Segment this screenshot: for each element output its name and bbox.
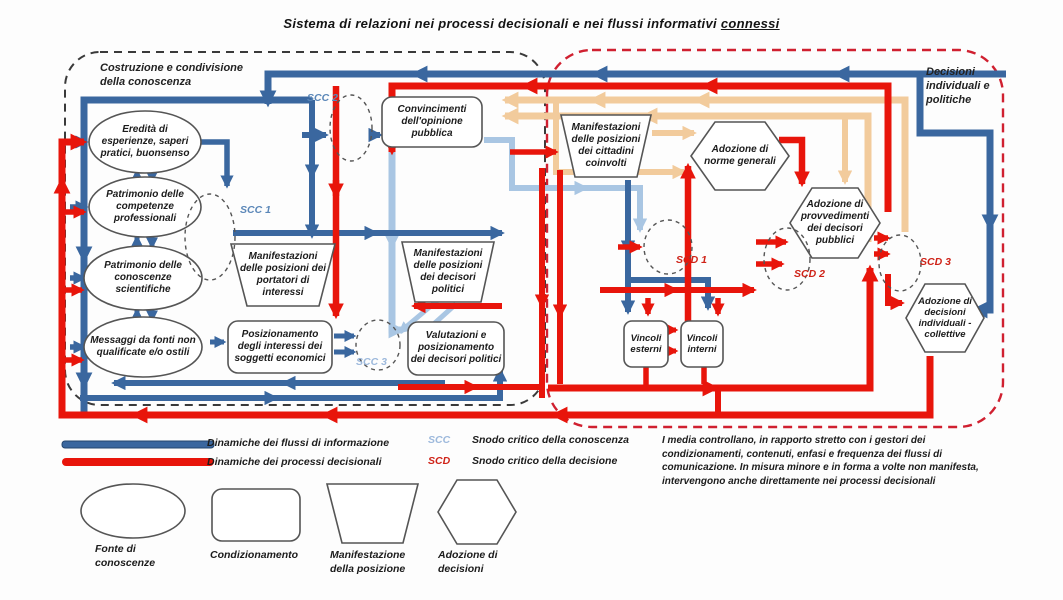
scd3-marker bbox=[879, 235, 921, 291]
legend-shape-adozione-label: Adozione di decisioni bbox=[438, 549, 498, 575]
title-underlined: connessi bbox=[720, 16, 780, 31]
region-label-left: Costruzione e condivisione della conoscenza bbox=[100, 62, 244, 88]
legend-shape-fonte bbox=[81, 484, 185, 538]
node-portatori: Manifestazioni delle posizioni dei portatori di interessi bbox=[239, 251, 327, 298]
legend-scc-label: Snodo critico della conoscenza bbox=[472, 434, 629, 446]
legend-flow-info-label: Dinamiche dei flussi di informazione bbox=[207, 437, 390, 449]
scc1-label: SCC 1 bbox=[240, 204, 271, 216]
legend-shape-condizionamento bbox=[212, 489, 300, 541]
scd2-label: SCD 2 bbox=[794, 268, 825, 280]
node-valutazioni: Valutazioni e posizionamento dei decisori politici bbox=[410, 330, 502, 365]
node-cittadini: Manifestazioni delle posizioni dei cittadini coinvolti bbox=[571, 122, 641, 169]
legend-decision-bar bbox=[62, 458, 214, 466]
media-note: I media controllano, in rapporto stretto con i gestori dei condizionamenti, contenuti, enfasi e frequenza dei flussi di comunicazione. In misura minore e in forma a volte non manifesta, intervengono anche direttamente nei processi decisionali bbox=[662, 435, 979, 487]
region-label-right: Decisioni individuali e politiche bbox=[926, 66, 990, 106]
legend-scc-key: SCC bbox=[428, 434, 451, 446]
node-vincoli-esterni: Vincoli esterni bbox=[630, 332, 662, 355]
scc3-label: SCC 3 bbox=[356, 356, 387, 368]
node-posizionamento: Posizionamento degli interessi dei soggetti economici bbox=[234, 329, 326, 364]
node-competenze: Patrimonio delle competenze professionali bbox=[106, 189, 184, 224]
node-provvedimenti: Adozione di provvedimenti dei decisori pubblici bbox=[800, 199, 870, 246]
legend-shape-fonte-label: Fonte di conoscenze bbox=[95, 543, 156, 569]
node-decisioni-individuali: Adozione di decisioni individuali - collettive bbox=[918, 295, 972, 341]
title-main: Sistema di relazioni nei processi decisionali e nei flussi informativi bbox=[283, 16, 717, 31]
node-convincimenti: Convincimenti dell'opinione pubblica bbox=[397, 104, 467, 139]
node-messaggi: Messaggi da fonti non qualificate e/o ostili bbox=[90, 335, 196, 358]
node-eredita: Eredità di esperienze, saperi pratici, buonsenso bbox=[100, 124, 190, 159]
legend-info-bar bbox=[62, 441, 214, 448]
scd1-label: SCD 1 bbox=[676, 254, 707, 266]
legend-scd-key: SCD bbox=[428, 455, 451, 467]
legend-scd-label: Snodo critico della decisione bbox=[472, 455, 618, 467]
legend-shape-manifestazione bbox=[327, 484, 418, 543]
legend-shape-condizionamento-label: Condizionamento bbox=[210, 549, 299, 561]
node-scientifiche: Patrimonio delle conoscenze scientifiche bbox=[104, 260, 182, 295]
node-decisori-manifestazioni: Manifestazioni delle posizioni dei decisori politici bbox=[413, 248, 483, 295]
scd3-label: SCD 3 bbox=[920, 256, 951, 268]
legend-flow-decision-label: Dinamiche dei processi decisionali bbox=[207, 456, 382, 468]
diagram-title bbox=[0, 16, 1063, 31]
legend-shape-adozione bbox=[438, 480, 516, 544]
legend-shape-manifestazione-label: Manifestazione della posizione bbox=[330, 549, 406, 575]
scc2-label: SCC 2 bbox=[307, 92, 338, 104]
node-vincoli-interni: Vincoli interni bbox=[686, 332, 718, 355]
node-norme: Adozione di norme generali bbox=[704, 144, 776, 167]
